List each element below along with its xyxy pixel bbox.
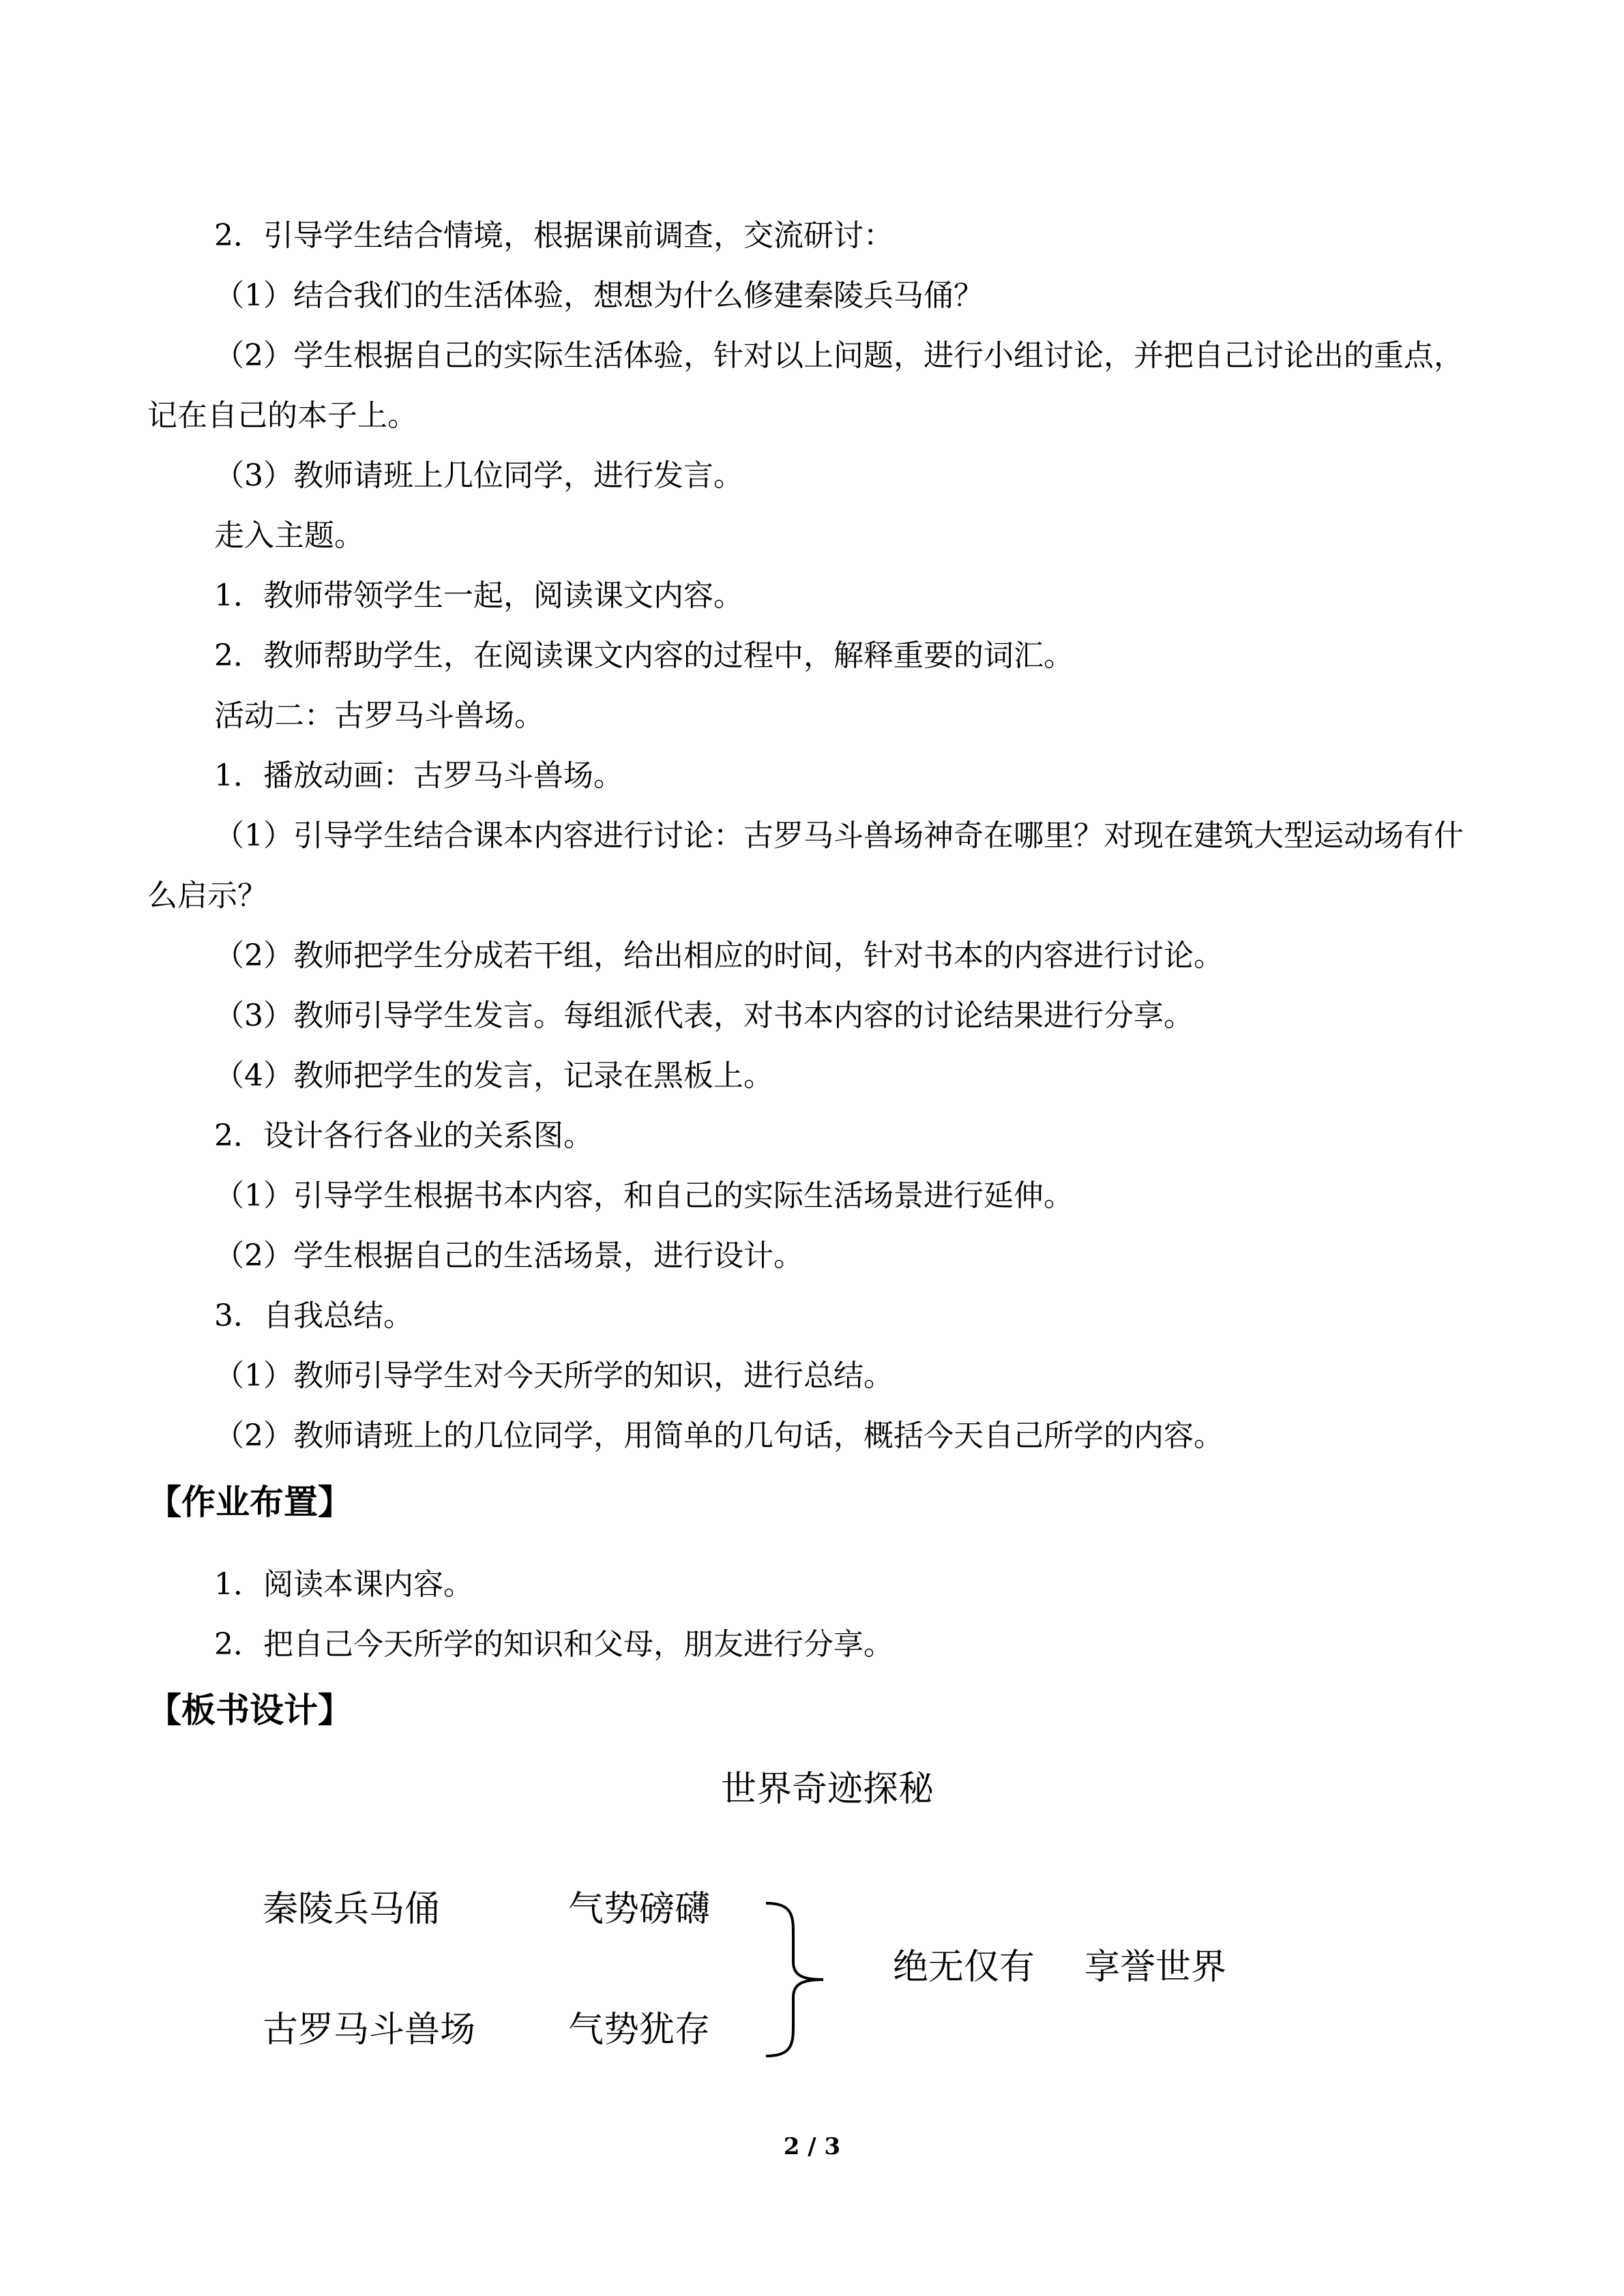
blackboard-title: 世界奇迹探秘 (721, 1769, 934, 1810)
body-line: 走入主题。 (214, 518, 364, 553)
body-line: （4）教师把学生的发言，记录在黑板上。 (214, 1058, 773, 1093)
homework-line: 1．阅读本课内容。 (214, 1567, 473, 1602)
body-line: 1．播放动画：古罗马斗兽场。 (214, 758, 623, 793)
body-line: （1）引导学生根据书本内容，和自己的实际生活场景进行延伸。 (214, 1178, 1074, 1213)
body-line: 1．教师带领学生一起，阅读课文内容。 (214, 578, 743, 613)
body-line: （2）教师把学生分成若干组，给出相应的时间，针对书本的内容进行讨论。 (214, 938, 1224, 973)
body-line: （1）教师引导学生对今天所学的知识，进行总结。 (214, 1358, 894, 1393)
body-line: （1）结合我们的生活体验，想想为什么修建秦陵兵马俑？ (214, 278, 984, 313)
blackboard-item-desc: 气势磅礴 (568, 1889, 711, 1930)
homework-line: 2．把自己今天所学的知识和父母，朋友进行分享。 (214, 1627, 894, 1662)
blackboard-summary: 享誉世界 (1084, 1947, 1227, 1988)
body-line: （3）教师引导学生发言。每组派代表，对书本内容的讨论结果进行分享。 (214, 998, 1194, 1033)
body-line-wrapped: （2）学生根据自己的实际生活体验，针对以上问题，进行小组讨论，并把自己讨论出的重点，记在自己的本子上。 (147, 338, 1464, 433)
blackboard-item-name: 古罗马斗兽场 (263, 2010, 476, 2051)
page-number: 2 / 3 (783, 2133, 841, 2160)
body-line: （3）教师请班上几位同学，进行发言。 (214, 458, 743, 493)
blackboard-summary: 绝无仅有 (893, 1947, 1035, 1988)
body-line: 2．设计各行各业的关系图。 (214, 1118, 593, 1153)
blackboard-item-name: 秦陵兵马俑 (263, 1889, 441, 1930)
right-brace-icon (761, 1899, 829, 2060)
body-line: （2）教师请班上的几位同学，用简单的几句话，概括今天自己所学的内容。 (214, 1418, 1224, 1453)
body-line: （2）学生根据自己的生活场景，进行设计。 (214, 1238, 803, 1273)
homework-heading: 【作业布置】 (147, 1482, 352, 1522)
body-line: 活动二：古罗马斗兽场。 (214, 698, 544, 733)
blackboard-item-desc: 气势犹存 (568, 2010, 711, 2051)
body-line-wrapped: （1）引导学生结合课本内容进行讨论：古罗马斗兽场神奇在哪里？对现在建筑大型运动场有什么启示？ (147, 818, 1464, 913)
body-line: 3．自我总结。 (214, 1298, 413, 1333)
body-line: 2．引导学生结合情境，根据课前调查，交流研讨： (214, 218, 894, 253)
blackboard-heading: 【板书设计】 (147, 1690, 352, 1730)
body-line: 2．教师帮助学生，在阅读课文内容的过程中，解释重要的词汇。 (214, 638, 1074, 673)
